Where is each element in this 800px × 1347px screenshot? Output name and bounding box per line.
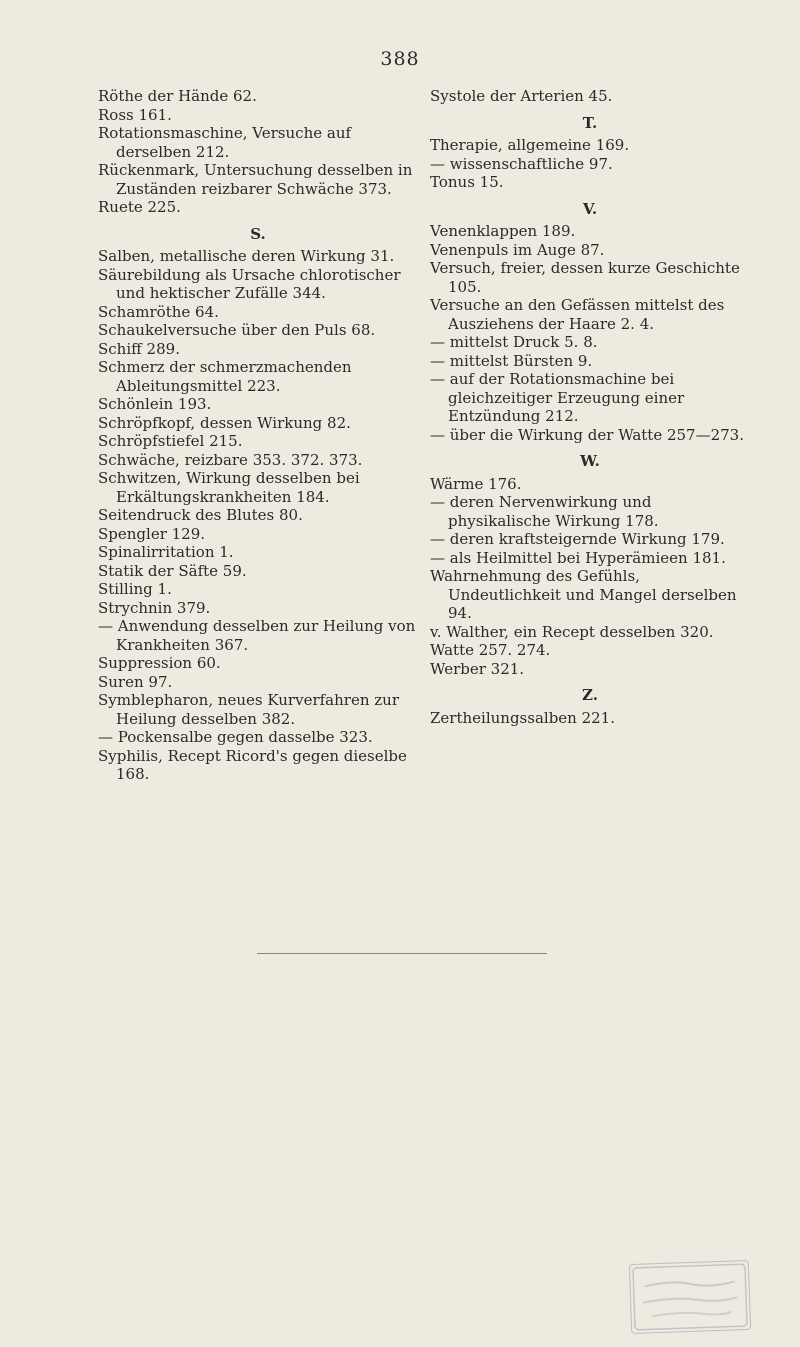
index-entry: Systole der Arterien 45. — [430, 87, 613, 105]
index-entry: Zertheilungssalben 221. — [430, 708, 615, 727]
index-entry: — mittelst Druck 5. 8. — [430, 333, 598, 351]
section-letter: S. — [250, 224, 266, 243]
index-entry: v. Walther, ein Recept desselben 320. — [430, 622, 714, 641]
index-entry: Schönlein 193. — [98, 395, 212, 413]
index-entry: — als Heilmittel bei Hyperämieen 181. — [430, 548, 726, 567]
index-entry: Versuch, freier, dessen kurze Geschichte 105. — [430, 259, 740, 296]
index-entry: Stilling 1. — [98, 580, 172, 598]
index-entry: Rotationsmaschine, Versuche auf derselben 212. — [98, 124, 352, 161]
index-entry: Ross 161. — [98, 105, 172, 124]
index-entry: Werber 321. — [430, 659, 525, 678]
index-entry: Versuche an den Gefässen mittelst des Ausziehens der Haare 2. 4. — [430, 296, 725, 333]
index-entry: Schwitzen, Wirkung desselben bei Erkältungskrankheiten 184. — [98, 469, 360, 506]
index-entry: — Anwendung desselben zur Heilung von Krankheiten 367. — [98, 617, 416, 654]
index-entry: Wärme 176. — [430, 474, 522, 493]
index-entry: Wahrnehmung des Gefühls, Undeutlichkeit und Mangel derselben 94. — [430, 567, 737, 622]
index-entry: Statik der Säfte 59. — [98, 561, 247, 580]
index-entry: Seitendruck des Blutes 80. — [98, 506, 303, 524]
index-entry: — auf der Rotationsmachine bei gleichzeitiger Erzeugung einer Entzündung 212. — [430, 370, 685, 425]
index-entry: Strychnin 379. — [98, 598, 211, 617]
index-entry: Säurebildung als Ursache chlorotischer und hektischer Zufälle 344. — [98, 265, 401, 302]
index-entry: Schröpfkopf, dessen Wirkung 82. — [98, 413, 351, 432]
index-entry: — wissenschaftliche 97. — [430, 154, 613, 173]
index-entry: Therapie, allgemeine 169. — [430, 136, 630, 154]
index-entry: Röthe der Hände 62. — [98, 87, 257, 105]
index-entry: — Pockensalbe gegen dasselbe 323. — [98, 728, 373, 746]
library-stamp-image — [630, 1261, 750, 1333]
index-entry: Suren 97. — [98, 672, 173, 691]
index-entry: Schwäche, reizbare 353. 372. 373. — [98, 450, 363, 469]
index-entry: — deren Nervenwirkung und physikalische Wirkung 178. — [430, 493, 659, 530]
index-entry: Ruete 225. — [98, 198, 181, 216]
section-letter: W. — [580, 452, 600, 470]
index-entry: Schamröthe 64. — [98, 302, 219, 321]
index-entry: Spengler 129. — [98, 524, 206, 543]
index-entry: Schröpfstiefel 215. — [98, 432, 243, 450]
index-entry: Syphilis, Recept Ricord's gegen dieselbe 168. — [98, 746, 407, 783]
index-entry: Venenpuls im Auge 87. — [430, 240, 605, 259]
left-index-column — [98, 87, 418, 784]
index-entry: — über die Wirkung der Watte 257—273. — [430, 425, 744, 444]
index-entry: Rückenmark, Untersuchung desselben in Zuständen reizbarer Schwäche 373. — [98, 161, 413, 198]
index-entry: Tonus 15. — [430, 173, 504, 191]
index-entry: Suppression 60. — [98, 654, 221, 672]
index-entry: Schiff 289. — [98, 339, 180, 358]
index-entry: Watte 257. 274. — [430, 641, 551, 659]
index-entry: — mittelst Bürsten 9. — [430, 351, 593, 370]
index-entry: Symblepharon, neues Kurverfahren zur Heilung desselben 382. — [98, 691, 399, 728]
index-entry: Spinalirritation 1. — [98, 543, 234, 561]
index-entry: Salben, metallische deren Wirkung 31. — [98, 247, 395, 265]
index-entry: Schaukelversuche über den Puls 68. — [98, 321, 376, 339]
section-letter: V. — [582, 199, 598, 218]
index-entry: Schmerz der schmerzmachenden Ableitungsmittel 223. — [98, 358, 352, 395]
section-letter: T. — [582, 113, 598, 132]
page-number: 388 — [380, 48, 420, 70]
index-entry: — deren kraftsteigernde Wirkung 179. — [430, 530, 725, 548]
footer-rule — [257, 953, 547, 954]
right-index-column — [430, 87, 750, 727]
library-stamp — [629, 1260, 751, 1334]
section-letter: Z. — [582, 686, 598, 704]
index-entry: Venenklappen 189. — [430, 222, 576, 240]
